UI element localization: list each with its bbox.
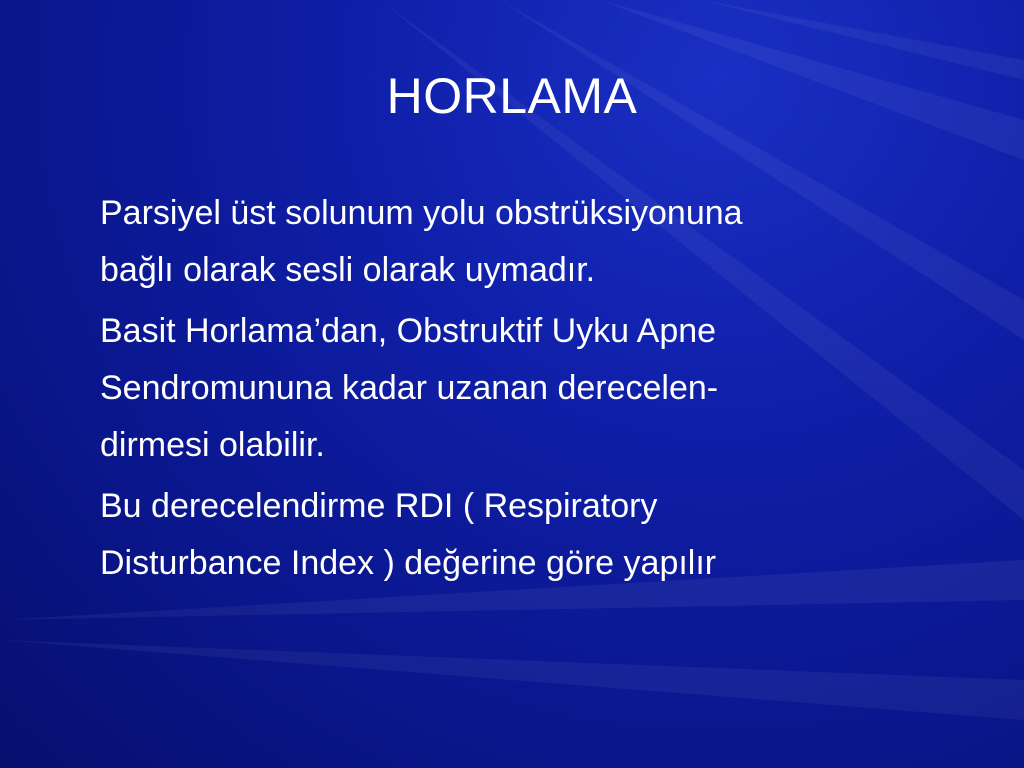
paragraph-3: [100, 478, 980, 592]
paragraph-2-line-3: dirmesi olabilir.: [100, 426, 325, 464]
bullet-list: [100, 185, 980, 596]
paragraph-1-line-1: Parsiyel üst solunum yolu obstrüksiyonuna: [100, 194, 743, 232]
paragraph-1: [100, 185, 980, 299]
paragraph-3-line-2: Disturbance Index ) değerine göre yapılır: [100, 544, 717, 582]
paragraph-1-line-2: bağlı olarak sesli olarak uymadır.: [100, 251, 596, 289]
paragraph-2: [100, 303, 980, 474]
paragraph-2-line-2: Sendromununa kadar uzanan derecelen-: [100, 369, 719, 407]
paragraph-2-line-1: Basit Horlama’dan, Obstruktif Uyku Apne: [100, 312, 717, 350]
paragraph-3-line-1: Bu derecelendirme RDI ( Respiratory: [100, 487, 658, 525]
slide-title: HORLAMA: [386, 68, 638, 124]
